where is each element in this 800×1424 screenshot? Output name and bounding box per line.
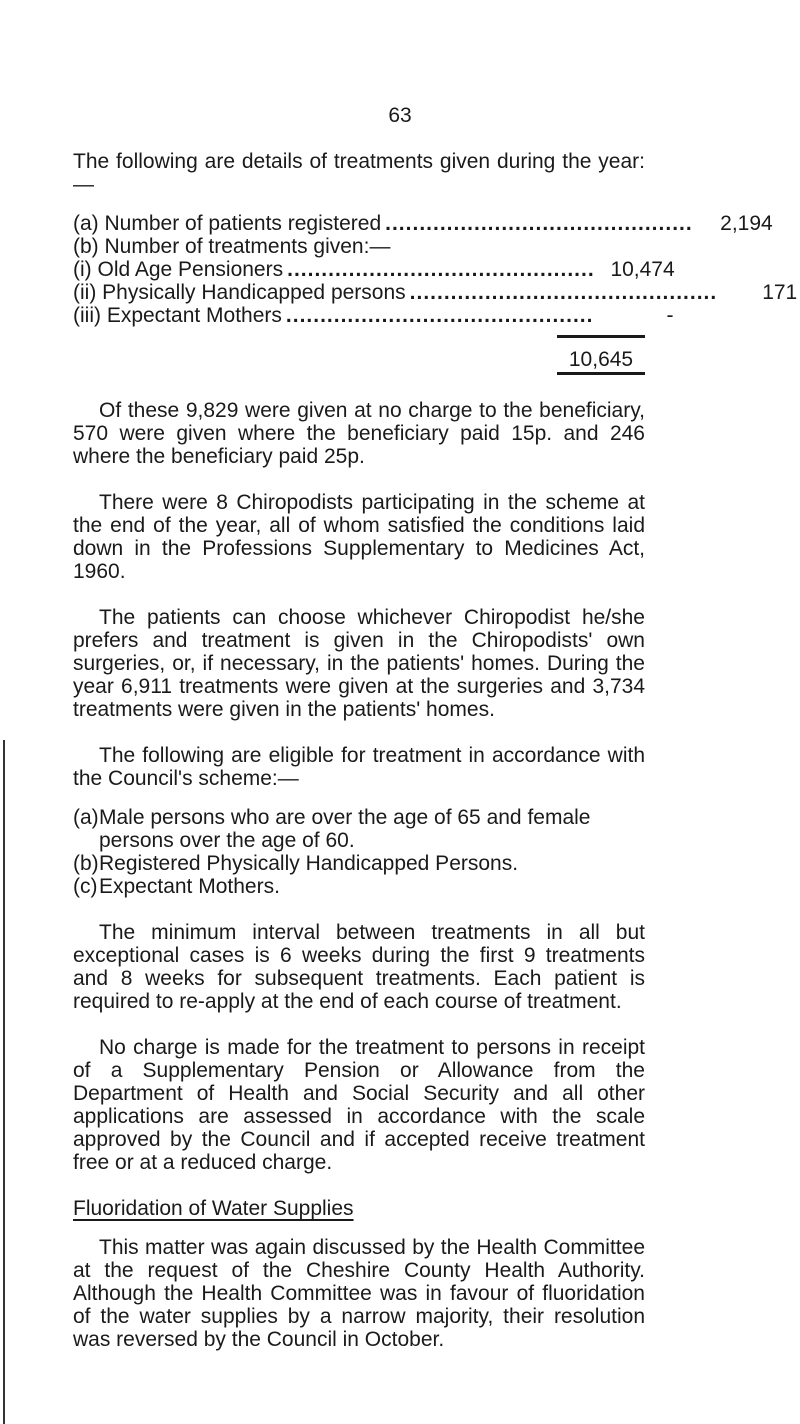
- list-text: Expectant Mothers.: [99, 875, 280, 898]
- fluoridation-paragraph: This matter was again discussed by the Health Committee at the request of the Cheshire County Health Authority. Although the Health Committee was in favour of fluoridation of the water supplies by a narrow majority, their resolution was reversed by the Council in October.: [73, 1236, 645, 1351]
- interval-paragraph: The minimum interval between treatments in all but exceptional cases is 6 weeks during the first 9 treatments and 8 weeks for subsequent treatments. Each patient is required to re-apply at the end of each course of treatment.: [73, 921, 645, 1013]
- list-item: [73, 806, 645, 852]
- stats-row: [73, 212, 773, 235]
- choice-paragraph: The patients can choose whichever Chiropodist he/she prefers and treatment is given in the Chiropodists' own surgeries, or, if necessary, in the patients' homes. During the year 6,911 treatments were given at the surgeries and 3,734 treatments were given in the patients' homes.: [73, 606, 645, 721]
- stats-label: (iii) Expectant Mothers: [73, 304, 282, 327]
- page-number: 63: [388, 104, 412, 127]
- charges-paragraph: Of these 9,829 were given at no charge to the beneficiary, 570 were given where the beneficiary paid 15p. and 246 where the beneficiary paid 25p.: [73, 399, 645, 468]
- page-content: [73, 150, 798, 1351]
- stats-label: (ii) Physically Handicapped persons: [73, 281, 406, 304]
- list-text: Male persons who are over the age of 65 and female persons over the age of 60.: [99, 806, 591, 852]
- stats-row: [73, 281, 798, 304]
- treatment-stats-table: [73, 212, 798, 371]
- leader-dots: .............................................: [385, 212, 693, 235]
- stats-label: (i) Old Age Pensioners: [73, 258, 284, 281]
- stats-total-row: [73, 335, 645, 371]
- stats-value: -: [666, 304, 674, 327]
- list-item: [73, 852, 645, 875]
- list-text: Registered Physically Handicapped Persons.: [99, 852, 519, 875]
- list-marker: (c): [73, 875, 98, 898]
- stats-label: (b) Number of treatments given:—: [73, 235, 391, 258]
- stats-row: [73, 258, 675, 281]
- leader-dots: .............................................: [287, 258, 595, 281]
- eligible-list: [73, 806, 645, 898]
- list-marker: (a): [73, 806, 99, 829]
- stats-label: (a) Number of patients registered: [73, 212, 382, 235]
- no-charge-paragraph: No charge is made for the treatment to persons in receipt of a Supplementary Pension or Allowance from the Department of Health and Social Security and all other applications are assessed in accordance with the scale approved by the Council and if accepted receive treatment free or at a reduced charge.: [73, 1036, 645, 1174]
- intro-paragraph: The following are details of treatments given during the year:—: [73, 150, 645, 196]
- scan-margin-line: [3, 740, 5, 1424]
- section-heading-fluoridation: Fluoridation of Water Supplies: [73, 1197, 354, 1220]
- stats-value: 171: [762, 281, 798, 304]
- list-marker: (b): [73, 852, 99, 875]
- leader-dots: .............................................: [409, 281, 718, 304]
- stats-total: 10,645: [557, 335, 645, 371]
- stats-row: [73, 304, 674, 327]
- stats-row: [73, 235, 645, 258]
- stats-value: 2,194: [720, 212, 773, 235]
- list-item: [73, 875, 645, 898]
- stats-value: 10,474: [610, 258, 675, 281]
- eligible-intro-paragraph: The following are eligible for treatment in accordance with the Council's scheme:—: [73, 744, 645, 790]
- leader-dots: .............................................: [285, 304, 594, 327]
- chiropodists-paragraph: There were 8 Chiropodists participating in the scheme at the end of the year, all of whom satisfied the conditions laid down in the Professions Supplementary to Medicines Act, 1960.: [73, 491, 645, 583]
